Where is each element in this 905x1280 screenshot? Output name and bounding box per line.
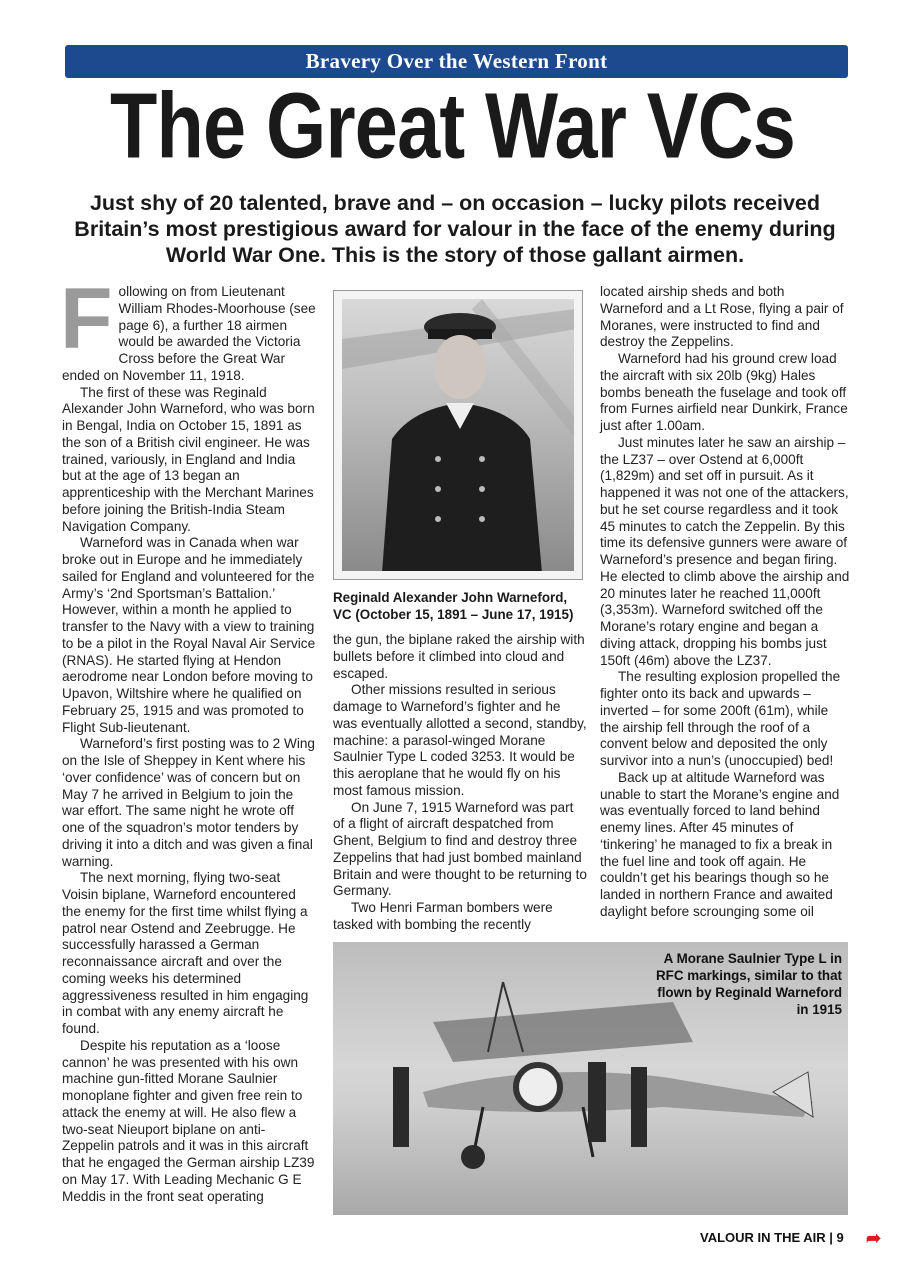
paragraph: On June 7, 1915 Warneford was part of a flight of aircraft despatched from Ghent, Belgium to find and destroy three Zeppelins that had just bombed mainland Britain and were thought to be returning to Germany. — [333, 799, 587, 899]
paragraph: Warneford had his ground crew load the aircraft with six 20lb (9kg) Hales bombs beneath the fuselage and took off from Furnes airfield near Dunkirk, France just after 1.00am. — [600, 351, 848, 433]
page-footer: VALOUR IN THE AIR | 9 — [700, 1230, 844, 1245]
red-arrow-icon: ➦ — [866, 1228, 882, 1248]
paragraph: The next morning, flying two-seat Voisin biplane, Warneford encountered the enemy for the first time whilst flying a patrol near Ostend and Zeebrugge. He successfully harassed a German reconnaissance aircraft and over the coming weeks his determined aggressiveness resulted in him engaging in combat with any enemy aircraft he found. — [62, 870, 309, 1036]
paragraph: Back up at altitude Warneford was unable to start the Morane’s engine and was eventually forced to land behind enemy lines. After 45 minutes of ‘tinkering’ he managed to fix a break in the fuel line and took off again. He couldn’t get his bearings though so he landed in northern France and awaited daylight before scrounging some oil — [600, 769, 840, 919]
paragraph: the gun, the biplane raked the airship with bullets before it climbed into cloud and escaped. — [333, 632, 585, 681]
paragraph: Two Henri Farman bombers were tasked with bombing the recently — [333, 900, 553, 932]
standfirst: Just shy of 20 talented, brave and – on occasion – lucky pilots received Britain’s most prestigious award for valour in the face of the enemy during World War One. This is the story of those gallant airmen. — [74, 191, 836, 267]
paragraph: Despite his reputation as a ‘loose cannon’ he was presented with his own machine gun-fitted Morane Saulnier monoplane fighter and given free rein to attack the enemy at will. He also flew a two-seat Nieuport biplane on anti-Zeppelin patrols and it was in this aircraft that he engaged the German airship LZ39 on May 17. With Leading Mechanic G E Meddis in the front seat operating — [62, 1037, 315, 1204]
paragraph: Warneford’s first posting was to 2 Wing on the Isle of Sheppey in Kent where his ‘over confidence’ was of concern but on May 7 he arrived in Belgium to join the war effort. The same night he wrote off one of the squadron’s motor tenders by driving it into a ditch and was given a final warning. — [62, 736, 315, 869]
column-3 — [600, 284, 850, 921]
paragraph: Just minutes later he saw an airship – the LZ37 – over Ostend at 6,000ft (1,829m) and set off in pursuit. As it happened it was not one of the attackers, but he set course regardless and it took 45 minutes to catch the Zeppelin. By this time its defensive gunners were aware of Warneford’s presence and began firing. He elected to climb above the airship and 20 minutes later he reached 11,000ft (3,353m). Warneford switched off the Morane’s rotary engine and began a diving attack, dropping his bombs just 150ft (46m) above the LZ37. — [600, 434, 850, 668]
column-2 — [333, 632, 587, 934]
banner-text: Bravery Over the Western Front — [305, 49, 608, 73]
portrait-caption: Reginald Alexander John Warneford, VC (October 15, 1891 – June 17, 1915) — [333, 590, 574, 622]
headline-text: The Great War VCs — [110, 72, 795, 177]
portrait-photo — [333, 290, 583, 580]
drop-cap: F — [60, 271, 113, 367]
paragraph: The resulting explosion propelled the fighter onto its back and upwards – inverted – for some 200ft (61m), while the airship fell through the roof of a convent below and deposited the only survivor into a nun’s (unoccupied) bed! — [600, 669, 841, 768]
aircraft-caption: A Morane Saulnier Type L in RFC markings, similar to that flown by Reginald Warneford in 1915 — [655, 951, 842, 1017]
paragraph: Warneford was in Canada when war broke out in Europe and he immediately sailed for England and volunteered for the Army’s ‘2nd Sportsman’s Battalion.’ However, within a month he applied to transfer to the Navy with a view to training to be a pilot in the Royal Naval Air Service (RNAS). He started flying at Hendon aerodrome near London before moving to Upavon, Wiltshire where he qualified on February 25, 1915 and was promoted to Flight Sub-lieutenant. — [62, 535, 316, 735]
aircraft-photo — [333, 942, 848, 1215]
portrait-illustration — [342, 299, 574, 571]
column-1 — [60, 271, 317, 1205]
paragraph: Other missions resulted in serious damage to Warneford’s fighter and he was eventually allotted a second, standby, machine: a parasol-winged Morane Saulnier Type L coded 3253. It would be this aeroplane that he would fly on his most famous mission. — [333, 682, 587, 798]
portrait-image — [342, 299, 574, 571]
paragraph: ollowing on from Lieutenant William Rhodes-Moorhouse (see page 6), a further 18 airmen would be awarded the Victoria Cross before the Great War ended on November 11, 1918. — [62, 284, 316, 383]
paragraph: located airship sheds and both Warneford and a Lt Rose, flying a pair of Moranes, were instructed to find and destroy the Zeppelins. — [600, 284, 844, 350]
paragraph: The first of these was Reginald Alexander John Warneford, who was born in Bengal, India on October 15, 1891 as the son of a British civil engineer. He was trained, variously, in England and India but at the age of 13 began an apprenticeship with the Merchant Marines before joining the British-India Steam Navigation Company. — [62, 384, 315, 534]
headline — [0, 72, 905, 177]
